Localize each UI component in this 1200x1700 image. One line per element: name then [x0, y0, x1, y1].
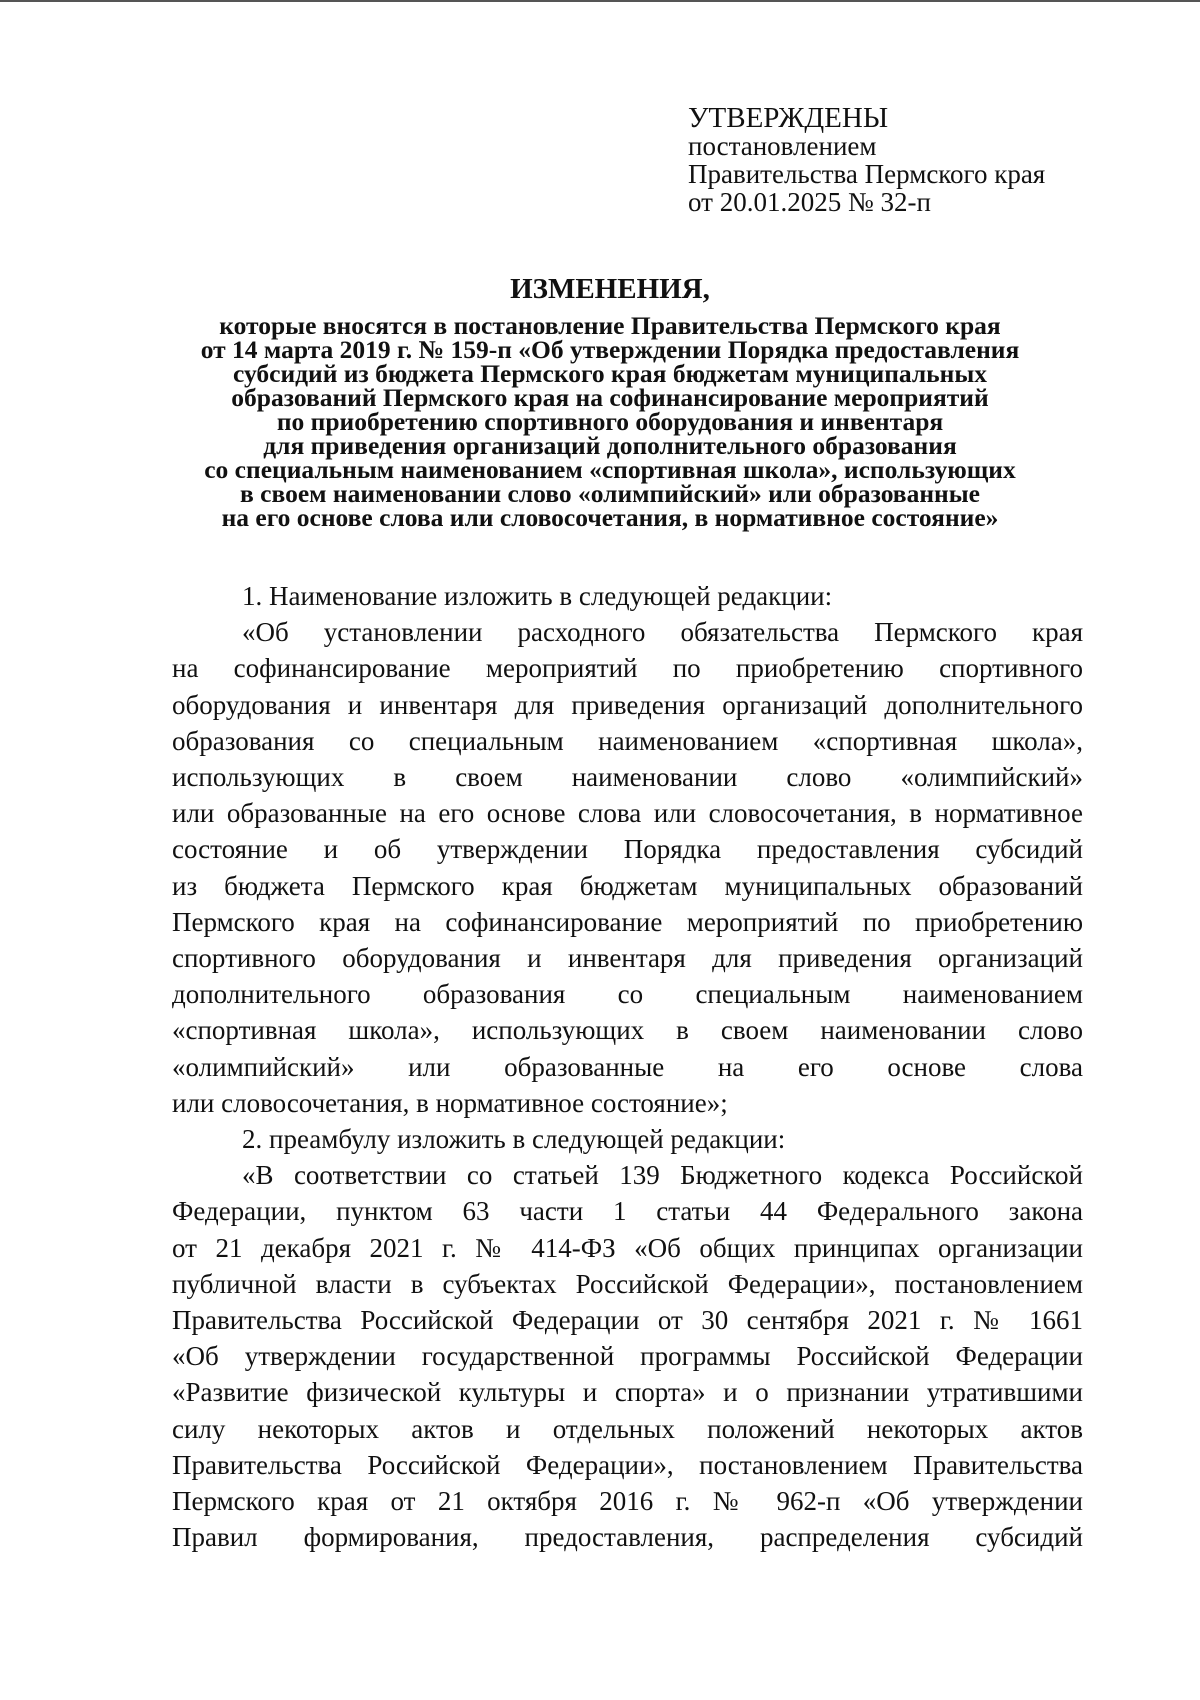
approval-stamp — [688, 104, 1045, 216]
body-line: «Об установлении расходного обязательства Пермского края — [242, 617, 1083, 648]
subtitle-line: субсидий из бюджета Пермского края бюджетам муниципальных — [232, 359, 988, 388]
subtitle-line: для приведения организаций дополнительного образования — [263, 431, 957, 460]
subtitle-line: в своем наименовании слово «олимпийский» или образованные — [240, 479, 980, 508]
subtitle-line: которые вносятся в постановление Правительства Пермского края — [219, 311, 1001, 340]
subtitle-line: образований Пермского края на софинансирование мероприятий — [231, 383, 989, 412]
item-1-text — [172, 614, 1083, 1121]
body-line: Правил формирования, предоставления, распределения субсидий — [172, 1522, 1083, 1553]
body-line: дополнительного образования со специальным наименованием — [172, 979, 1083, 1010]
body-line: или образованные на его основе слова или словосочетания, в нормативное — [172, 798, 1083, 829]
body-line: публичной власти в субъектах Российской Федерации», постановлением — [172, 1268, 1083, 1299]
body-line: из бюджета Пермского края бюджетам муниципальных образований — [172, 870, 1083, 901]
body-line: спортивного оборудования и инвентаря для приведения организаций — [172, 943, 1083, 974]
body-line: «спортивная школа», использующих в своем наименовании слово — [172, 1015, 1083, 1046]
body-line: образования со специальным наименованием «спортивная школа», — [172, 725, 1083, 756]
body-line: использующих в своем наименовании слово «олимпийский» — [172, 762, 1083, 793]
body-line: состояние и об утверждении Порядка предоставления субсидий — [172, 834, 1083, 865]
item-1-heading: 1. Наименование изложить в следующей редакции: — [242, 581, 833, 611]
body-line: Пермского края на софинансирование мероприятий по приобретению — [172, 906, 1083, 937]
approval-line-3: от 20.01.2025 № 32-п — [688, 187, 931, 217]
body-line: «В соответствии со статьей 139 Бюджетного кодекса Российской — [242, 1160, 1083, 1191]
body-line: силу некоторых актов и отдельных положений некоторых актов — [172, 1413, 1083, 1444]
subtitle-line: от 14 марта 2019 г. № 159-п «Об утверждении Порядка предоставления — [200, 335, 1020, 364]
approval-line-2: Правительства Пермского края — [688, 159, 1046, 189]
approval-head: УТВЕРЖДЕНЫ — [688, 102, 889, 134]
body-line: «Развитие физической культуры и спорта» и о признании утратившими — [172, 1377, 1083, 1408]
body-line: от 21 декабря 2021 г. № 414-ФЗ «Об общих принципах организации — [172, 1232, 1083, 1263]
body-line: «олимпийский» или образованные на его основе слова — [172, 1051, 1083, 1082]
body-line: Пермского края от 21 октября 2016 г. № 962-п «Об утверждении — [172, 1486, 1083, 1517]
body-line: или словосочетания, в нормативное состояние»; — [172, 1087, 728, 1118]
body-line: на софинансирование мероприятий по приобретению спортивного — [172, 653, 1083, 684]
item-2-text — [172, 1157, 1083, 1555]
subtitle-line: по приобретению спортивного оборудования и инвентаря — [276, 407, 944, 436]
subtitle-line: со специальным наименованием «спортивная школа», использующих — [204, 455, 1016, 484]
body-line: Федерации, пунктом 63 части 1 статьи 44 Федерального закона — [172, 1196, 1083, 1227]
body-line: Правительства Российской Федерации от 30 сентября 2021 г. № 1661 — [172, 1305, 1083, 1336]
body-line: оборудования и инвентаря для приведения организаций дополнительного — [172, 689, 1083, 720]
scan-top-edge — [0, 0, 1200, 2]
document-title: ИЗМЕНЕНИЯ, — [510, 273, 710, 305]
body-line: «Об утверждении государственной программы Российской Федерации — [172, 1341, 1083, 1372]
document-subtitle — [150, 311, 1070, 532]
item-2-heading: 2. преамбулу изложить в следующей редакции: — [242, 1124, 786, 1155]
body-line: Правительства Российской Федерации», постановлением Правительства — [172, 1449, 1083, 1480]
document-body — [172, 578, 1083, 1555]
approval-line-1: постановлением — [688, 131, 877, 161]
subtitle-line: на его основе слова или словосочетания, в нормативное состояние» — [221, 503, 999, 532]
